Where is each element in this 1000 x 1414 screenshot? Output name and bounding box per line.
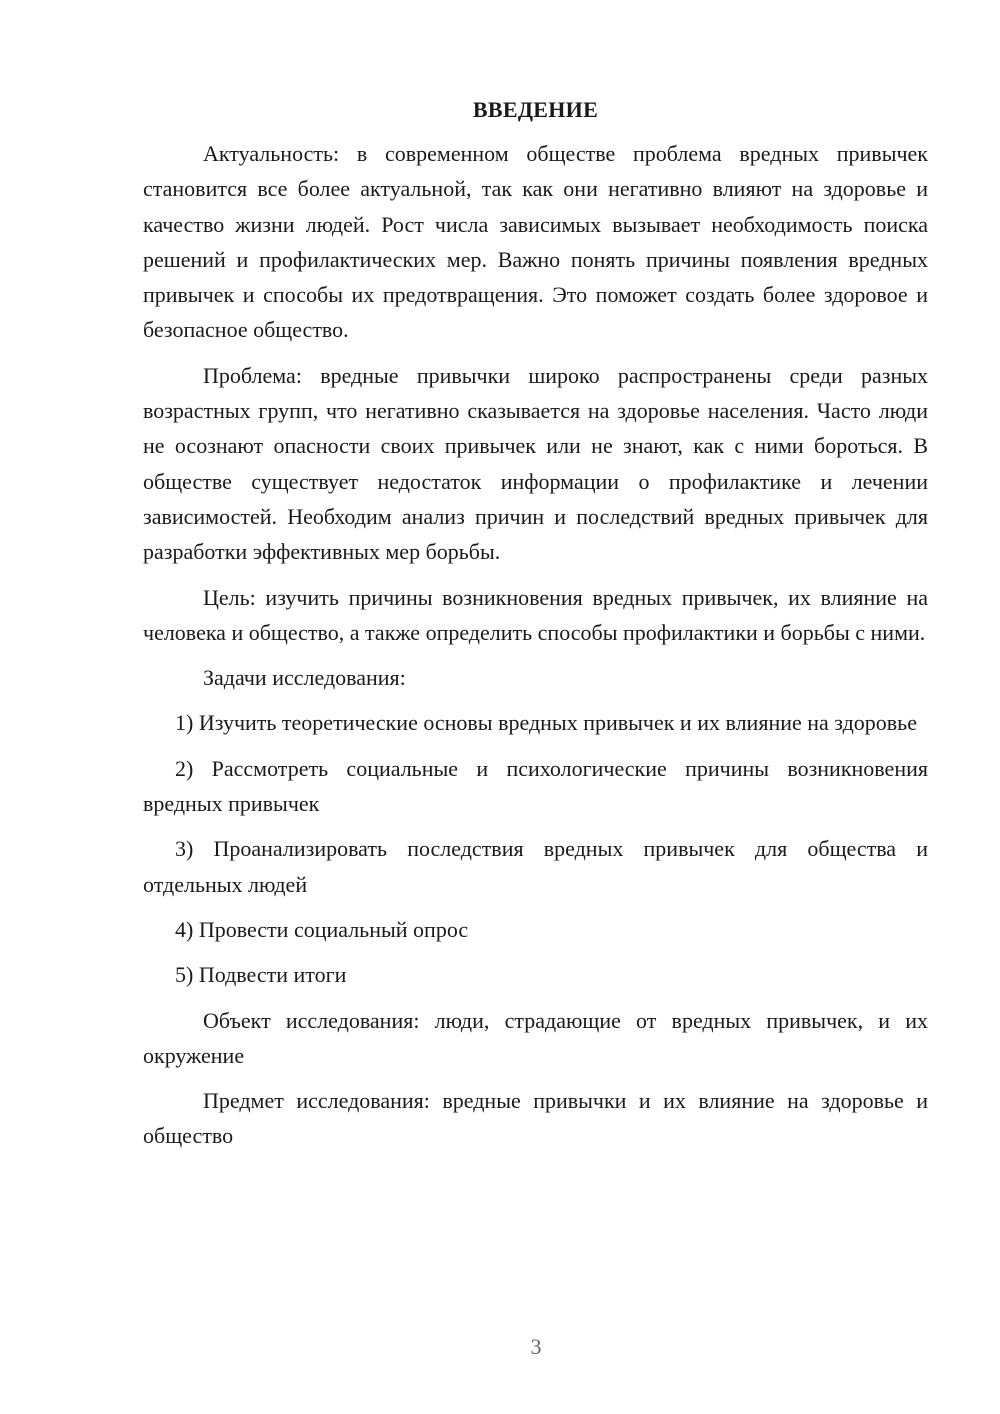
- task-item-5: 5) Подвести итоги: [175, 962, 347, 988]
- paragraph-problem: Проблема: вредные привычки широко распространены среди разных возрастных групп, что негативно сказывается на здоровье населения. Часто люди не осознают опасности своих привычек или не знают, как с ними бороться. В обществе существует недостаток информации о профилактике и лечении зависимостей. Необходим анализ причин и последствий вредных привычек для разработки эффективных мер борьбы.: [143, 362, 928, 565]
- page-number: 3: [530, 1334, 542, 1359]
- paragraph-relevance: Актуальность: в современном обществе проблема вредных привычек становится все более актуальной, так как они негативно влияют на здоровье и качество жизни людей. Рост числа зависимых вызывает необходимость поиска решений и профилактических мер. Важно понять причины появления вредных привычек и способы их предотвращения. Это поможет создать более здоровое и безопасное общество.: [143, 141, 928, 343]
- task-item-3: 3) Проанализировать последствия вредных привычек для общества и отдельных людей: [143, 836, 928, 897]
- task-item-2: 2) Рассмотреть социальные и психологические причины возникновения вредных привычек: [143, 755, 928, 817]
- paragraph-object: Объект исследования: люди, страдающие от вредных привычек, и их окружение: [143, 1007, 928, 1068]
- paragraph-goal: Цель: изучить причины возникновения вредных привычек, их влияние на человека и общество, а также определить способы профилактики и борьбы с ними.: [143, 584, 928, 645]
- task-item-4: 4) Провести социальный опрос: [175, 916, 469, 942]
- section-title: ВВЕДЕНИЕ: [472, 97, 599, 122]
- paragraph-subject: Предмет исследования: вредные привычки и их влияние на здоровье и общество: [143, 1088, 928, 1149]
- task-item-1: 1) Изучить теоретические основы вредных привычек и их влияние на здоровье: [175, 710, 917, 736]
- paragraph-tasks-heading: Задачи исследования:: [203, 665, 406, 691]
- document-page: [143, 92, 928, 1164]
